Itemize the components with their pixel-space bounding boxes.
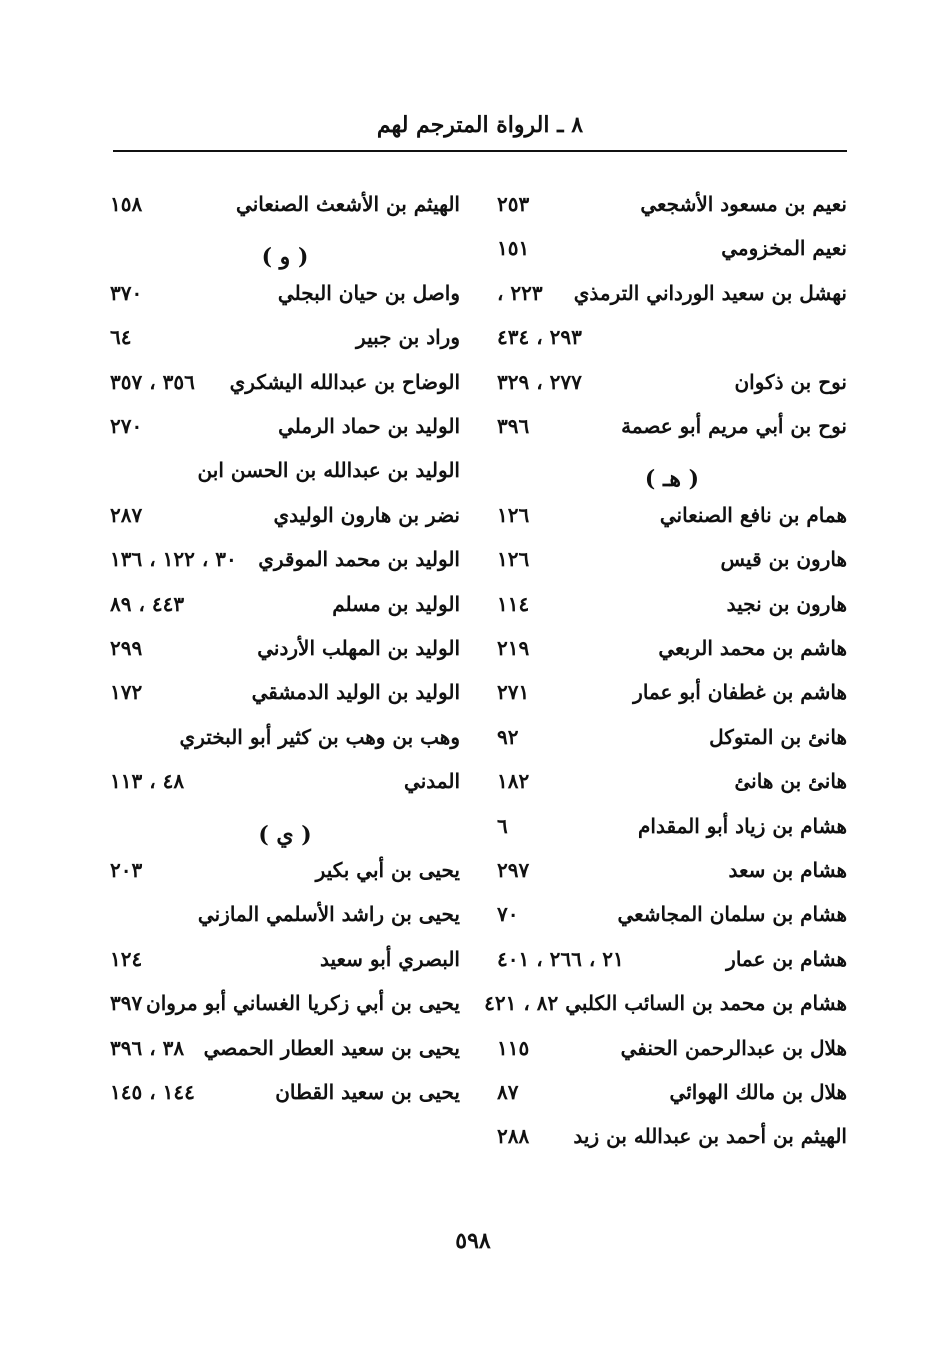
page-references: ١١٥ xyxy=(497,1036,530,1060)
index-entry xyxy=(497,1080,847,1110)
page-references: ٩٢ xyxy=(497,725,519,749)
page-references: ٣٩٧ xyxy=(110,991,143,1015)
narrator-name: هارون بن قيس xyxy=(720,547,847,571)
narrator-name: نوح بن ذكوان xyxy=(734,370,847,394)
narrator-name: نهشل بن سعيد الورداني الترمذي xyxy=(573,281,847,305)
page-references: ٢٧١ xyxy=(497,680,530,704)
page-header-title: ٨ ـ الرواة المترجم لهم xyxy=(376,112,584,138)
narrator-name: الوليد بن الوليد الدمشقي xyxy=(251,680,460,704)
index-entry xyxy=(110,769,460,799)
right-index-column xyxy=(484,192,847,1212)
section-letter-heading: ( ي ) xyxy=(258,822,312,848)
index-entry xyxy=(497,236,847,266)
page-references: ٣٩٦ xyxy=(497,414,530,438)
page-references: ٦٤ xyxy=(110,325,132,349)
page-references: ٢٧٧ ، ٣٢٩ xyxy=(497,370,582,394)
index-entry xyxy=(110,503,460,533)
index-entry xyxy=(110,680,460,710)
index-entry xyxy=(110,991,460,1021)
narrator-name: هلال بن عبدالرحمن الحنفي xyxy=(620,1036,847,1060)
index-entry xyxy=(497,902,847,932)
narrator-name: هشام بن سلمان المجاشعي xyxy=(617,902,847,926)
index-entry xyxy=(497,769,847,799)
narrator-name: واصل بن حيان البجلي xyxy=(277,281,460,305)
narrator-name: وراد بن جبير xyxy=(356,325,460,349)
narrator-name: نضر بن هارون الوليدي xyxy=(273,503,460,527)
narrator-name: الوليد بن مسلم xyxy=(332,592,460,616)
page-references: ٢٢٣ ، xyxy=(497,281,543,305)
index-entry xyxy=(110,370,460,400)
narrator-name: المدني xyxy=(404,769,460,793)
index-entry xyxy=(110,414,460,444)
narrator-name: الوليد بن عبدالله بن الحسن ابن xyxy=(197,458,460,482)
page-references: ٢٨٧ xyxy=(110,503,143,527)
index-entry xyxy=(497,192,847,222)
section-letter-heading: ( هـ ) xyxy=(644,466,700,492)
narrator-name: هلال بن مالك الهوائي xyxy=(669,1080,847,1104)
page-references: ٣٠ ، ١٢٢ ، ١٣٦ xyxy=(110,547,237,571)
page-references: ٦ xyxy=(497,814,508,838)
page-references: ٢١ ، ٢٦٦ ، ٤٠١ xyxy=(497,947,624,971)
narrator-name: الوليد بن محمد الموقري xyxy=(258,547,460,571)
page-references: ٧٠ xyxy=(497,902,519,926)
page-references: ١٤٤ ، ١٤٥ xyxy=(110,1080,195,1104)
page-references: ٣٨ ، ٣٩٦ xyxy=(110,1036,185,1060)
page-references: ١٢٦ xyxy=(497,547,530,571)
narrator-name: يحيى بن أبي بكير xyxy=(315,858,460,882)
page-references: ٢٩٩ xyxy=(110,636,143,660)
page-references: ١٢٦ xyxy=(497,503,530,527)
index-entry xyxy=(497,725,847,755)
page-number: ٥٩٨ xyxy=(455,1228,491,1254)
page-references: ٣٥٦ ، ٣٥٧ xyxy=(110,370,195,394)
narrator-name: هشام بن عمار xyxy=(726,947,847,971)
index-entry xyxy=(110,281,460,311)
left-index-column xyxy=(110,192,460,1212)
index-entry xyxy=(497,503,847,533)
narrator-name: الوليد بن حماد الرملي xyxy=(278,414,460,438)
page-references: ٢٧٠ xyxy=(110,414,143,438)
narrator-name: هشام بن سعد xyxy=(728,858,847,882)
page-references: ٤٤٣ ، ٨٩ xyxy=(110,592,185,616)
header-divider xyxy=(113,150,847,152)
narrator-name: يحيى بن راشد الأسلمي المازني xyxy=(197,902,460,926)
narrator-name: نعيم المخزومي xyxy=(721,236,847,260)
narrator-name: هانئ بن المتوكل xyxy=(709,725,847,749)
index-entry xyxy=(110,325,460,355)
index-entry xyxy=(110,947,460,977)
page-references: ١٧٢ xyxy=(110,680,143,704)
narrator-name: هاشم بن محمد الربعي xyxy=(658,636,847,660)
page-references: ١٢٤ xyxy=(110,947,143,971)
index-entry xyxy=(497,1124,847,1154)
index-entry xyxy=(110,192,460,222)
page-references: ٢٠٣ xyxy=(110,858,143,882)
page-references: ٢١٩ xyxy=(497,636,530,660)
index-entry xyxy=(497,281,847,311)
narrator-name: همام بن نافع الصنعاني xyxy=(659,503,847,527)
narrator-name: البصري أبو سعيد xyxy=(319,947,460,971)
page-references: ٨٧ xyxy=(497,1080,519,1104)
narrator-name: وهب بن وهب بن كثير أبو البختري xyxy=(179,725,460,749)
narrator-name: الوليد بن المهلب الأردني xyxy=(257,636,460,660)
narrator-name: نعيم بن مسعود الأشجعي xyxy=(640,192,847,216)
page-references: ٤٨ ، ١١٣ xyxy=(110,769,185,793)
index-entry xyxy=(497,547,847,577)
index-entry xyxy=(497,680,847,710)
index-entry xyxy=(110,458,460,488)
narrator-name: نوح بن أبي مريم أبو عصمة xyxy=(621,414,847,438)
page-references: ١٥١ xyxy=(497,236,530,260)
narrator-name: يحيى بن سعيد القطان xyxy=(275,1080,460,1104)
page-references: ٢٩٣ ، ٤٣٤ xyxy=(497,325,582,349)
narrator-name: الهيثم بن أحمد بن عبدالله بن زيد xyxy=(573,1124,847,1148)
index-entry xyxy=(497,414,847,444)
page-references: ٢٩٧ xyxy=(497,858,530,882)
page-references: ١١٤ xyxy=(497,592,530,616)
index-entry xyxy=(497,947,847,977)
index-entry xyxy=(497,1036,847,1066)
index-entry xyxy=(110,725,460,755)
narrator-name: هارون بن نجيد xyxy=(726,592,847,616)
narrator-name: هشام بن زياد أبو المقدام xyxy=(638,814,847,838)
index-entry xyxy=(497,636,847,666)
page-references: ١٨٢ xyxy=(497,769,530,793)
index-entry xyxy=(484,991,847,1021)
index-entry xyxy=(497,370,847,400)
index-entry xyxy=(110,902,460,932)
index-entry xyxy=(110,1080,460,1110)
index-entry xyxy=(110,858,460,888)
page-references: ٢٥٣ xyxy=(497,192,530,216)
narrator-name: هاشم بن غطفان أبو عمار xyxy=(633,680,847,704)
narrator-name: الوضاح بن عبدالله اليشكري xyxy=(229,370,460,394)
index-entry xyxy=(110,592,460,622)
index-entry xyxy=(497,814,847,844)
narrator-name: يحيى بن سعيد العطار الحمصي xyxy=(203,1036,460,1060)
narrator-name: هانئ بن هانئ xyxy=(734,769,847,793)
page-references: ٢٨٨ xyxy=(497,1124,530,1148)
page-references: ١٥٨ xyxy=(110,192,143,216)
index-entry xyxy=(497,592,847,622)
index-entry xyxy=(110,547,460,577)
index-entry xyxy=(497,325,847,355)
narrator-name: الهيثم بن الأشعث الصنعاني xyxy=(236,192,460,216)
section-letter-heading: ( و ) xyxy=(261,244,309,270)
narrator-name: هشام بن محمد بن السائب الكلبي ٨٢ ، ٤٢١ xyxy=(484,991,847,1015)
page-references: ٣٧٠ xyxy=(110,281,143,305)
index-entry xyxy=(497,858,847,888)
narrator-name: يحيى بن أبي زكريا الغساني أبو مروان xyxy=(146,991,460,1015)
index-entry xyxy=(110,1036,460,1066)
index-entry xyxy=(110,636,460,666)
